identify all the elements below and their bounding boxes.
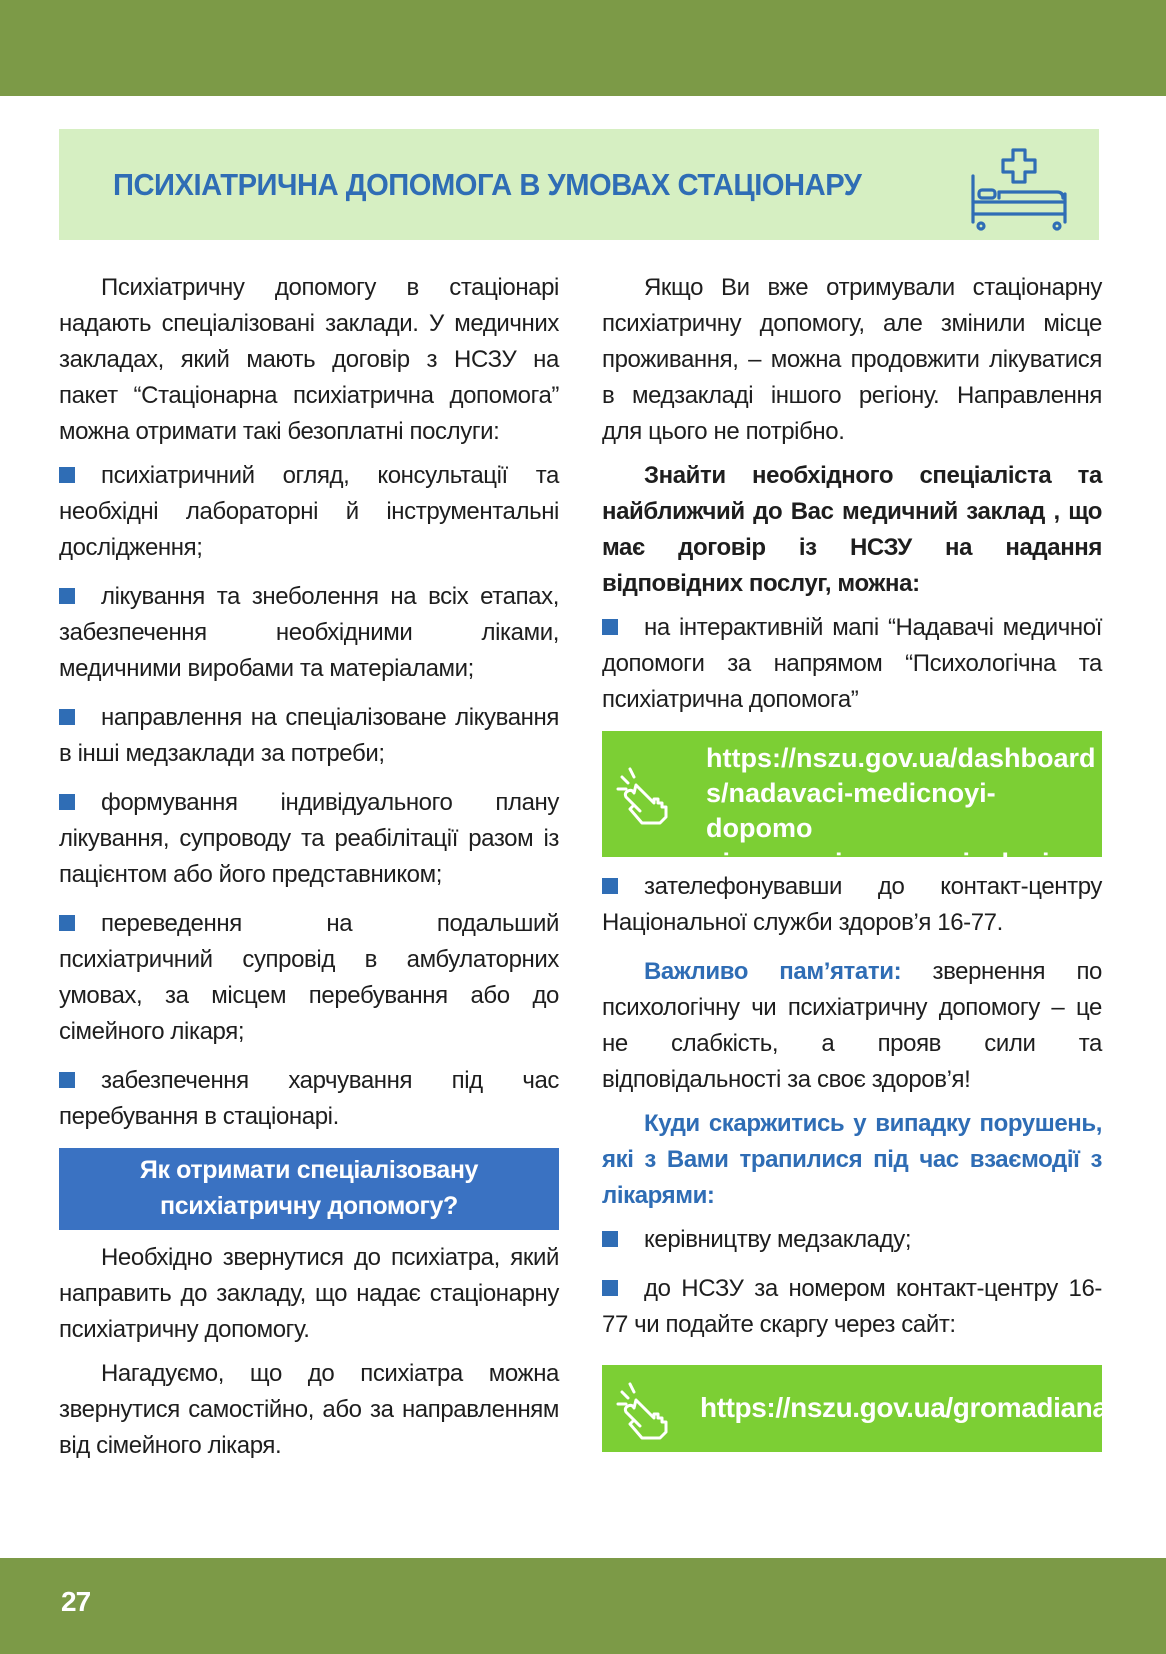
gromadianam-link[interactable] xyxy=(602,1365,1133,1452)
list-item: забезпечення харчування під час перебування в стаціонарі. xyxy=(59,1067,559,1130)
top-color-bar xyxy=(0,0,1166,96)
how-paragraph-1: Необхідно звернутися до психіатра, який направить до закладу, що надає стаціонарну психіатричну допомогу. xyxy=(59,1244,559,1343)
list-item: формування індивідуального плану лікування, супроводу та реабілітації разом із пацієнтом або його представником; xyxy=(59,789,559,888)
bullet-square-icon xyxy=(59,467,75,483)
list-item: зателефонувавши до контакт-центру Національної служби здоров’я 16-77. xyxy=(602,873,1102,936)
bullet-square-icon xyxy=(602,1280,618,1296)
list-item: переведення на подальший психіатричний супровід в амбулаторних умовах, за місцем перебування або до сімейного лікаря; xyxy=(59,910,559,1045)
pointing-hand-icon xyxy=(616,763,676,825)
left-column xyxy=(59,270,559,1472)
important-paragraph: Важливо пам’ятати: звернення по психологічну чи психіатричну допомогу – це не слабкість, а прояв сили та відповідальності за своє здоров’я! xyxy=(602,958,1102,1093)
section-header xyxy=(59,129,1099,240)
dashboard-link[interactable] xyxy=(602,731,1102,878)
bottom-color-bar xyxy=(0,1558,1166,1654)
bullet-square-icon xyxy=(59,709,75,725)
right-column xyxy=(602,270,1133,1452)
bullet-square-icon xyxy=(59,1072,75,1088)
gromadianam-link-text[interactable]: https://nszu.gov.ua/gromadianam xyxy=(700,1392,1133,1423)
bullet-square-icon xyxy=(59,794,75,810)
bullet-square-icon xyxy=(602,619,618,635)
list-item: на інтерактивній мапі “Надавачі медичної допомоги за напрямом “Психологічна та психіатрична допомога” xyxy=(602,614,1102,713)
list-item: психіатричний огляд, консультації та необхідні лабораторні й інструментальні дослідження; xyxy=(59,462,559,561)
list-item: керівництву медзакладу; xyxy=(602,1222,1102,1258)
page-title: ПСИХІАТРИЧНА ДОПОМОГА В УМОВАХ СТАЦІОНАРУ xyxy=(113,167,862,202)
bullet-square-icon xyxy=(59,588,75,604)
important-label: Важливо пам’ятати: xyxy=(644,958,902,985)
find-specialist-heading: Знайти необхідного спеціаліста та найближчий до Вас медичний заклад , що має договір із НСЗУ на надання відповідних послуг, можна: xyxy=(602,462,1102,597)
how-to-get-heading: Як отримати спеціалізовану психіатричну допомогу? xyxy=(59,1148,559,1230)
bullet-square-icon xyxy=(602,878,618,894)
dashboard-link-text[interactable]: https://nszu.gov.ua/dashboard s/nadavaci-medicnoyi-dopomo gi-za-napriamom-psixologic xyxy=(706,743,1096,878)
list-item: направлення на спеціалізоване лікування в інші медзаклади за потреби; xyxy=(59,704,559,767)
complain-heading: Куди скаржитись у випадку порушень, які з Вами трапилися під час взаємодії з лікарями: xyxy=(602,1110,1102,1209)
relocation-paragraph: Якщо Ви вже отримували стаціонарну психіатричну допомогу, але змінили місце проживання, – можна продовжити лікуватися в медзакладі іншого регіону. Направлення для цього не потрібно. xyxy=(602,274,1102,445)
pointing-hand-icon xyxy=(616,1378,676,1440)
bullet-square-icon xyxy=(602,1231,618,1247)
hospital-bed-icon xyxy=(967,142,1071,232)
list-item: лікування та знеболення на всіх етапах, забезпечення необхідними ліками, медичними виробами та матеріалами; xyxy=(59,583,559,682)
bullet-square-icon xyxy=(59,915,75,931)
intro-paragraph: Психіатричну допомогу в стаціонарі надають спеціалізовані заклади. У медичних закладах, який мають договір з НСЗУ на пакет “Стаціонарна психіатрична допомога” можна отримати такі безоплатні послуги: xyxy=(59,274,559,445)
page-number: 27 xyxy=(61,1586,91,1617)
how-paragraph-2: Нагадуємо, що до психіатра можна звернутися самостійно, або за направленням від сімейного лікаря. xyxy=(59,1360,559,1459)
list-item: до НСЗУ за номером контакт-центру 16-77 чи подайте скаргу через сайт: xyxy=(602,1275,1102,1338)
